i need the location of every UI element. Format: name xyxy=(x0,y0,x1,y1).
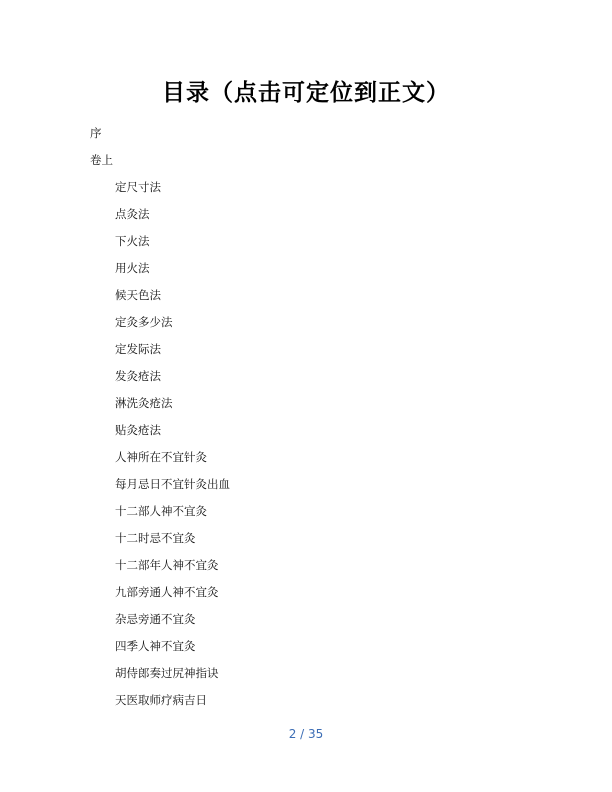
toc-item[interactable]: 点灸法 xyxy=(115,207,150,221)
toc-item[interactable]: 胡侍郎奏过尻神指诀 xyxy=(115,666,219,680)
toc-item[interactable]: 候天色法 xyxy=(115,288,161,302)
toc-item[interactable]: 定灸多少法 xyxy=(115,315,173,329)
toc-item[interactable]: 用火法 xyxy=(115,261,150,275)
toc-item[interactable]: 四季人神不宜灸 xyxy=(115,639,196,653)
page-number: 2 / 35 xyxy=(288,727,324,741)
toc-item[interactable]: 人神所在不宜针灸 xyxy=(115,450,207,464)
toc-item[interactable]: 贴灸疮法 xyxy=(115,423,161,437)
toc-item[interactable]: 杂忌旁通不宜灸 xyxy=(115,612,196,626)
table-of-contents xyxy=(0,123,612,717)
toc-item[interactable]: 发灸疮法 xyxy=(115,369,161,383)
toc-item[interactable]: 淋洗灸疮法 xyxy=(115,396,173,410)
toc-item[interactable]: 定发际法 xyxy=(115,342,161,356)
toc-item[interactable]: 下火法 xyxy=(115,234,150,248)
page-title: 目录（点击可定位到正文） xyxy=(162,80,450,106)
toc-item[interactable]: 十二部年人神不宜灸 xyxy=(115,558,219,572)
toc-item[interactable]: 序 xyxy=(90,126,102,140)
toc-item[interactable]: 天医取师疗病吉日 xyxy=(115,693,207,707)
toc-item[interactable]: 九部旁通人神不宜灸 xyxy=(115,585,219,599)
toc-item[interactable]: 卷上 xyxy=(90,153,113,167)
toc-item[interactable]: 十二部人神不宜灸 xyxy=(115,504,207,518)
toc-item[interactable]: 定尺寸法 xyxy=(115,180,161,194)
toc-item[interactable]: 十二时忌不宜灸 xyxy=(115,531,196,545)
toc-item[interactable]: 每月忌日不宜针灸出血 xyxy=(115,477,230,491)
